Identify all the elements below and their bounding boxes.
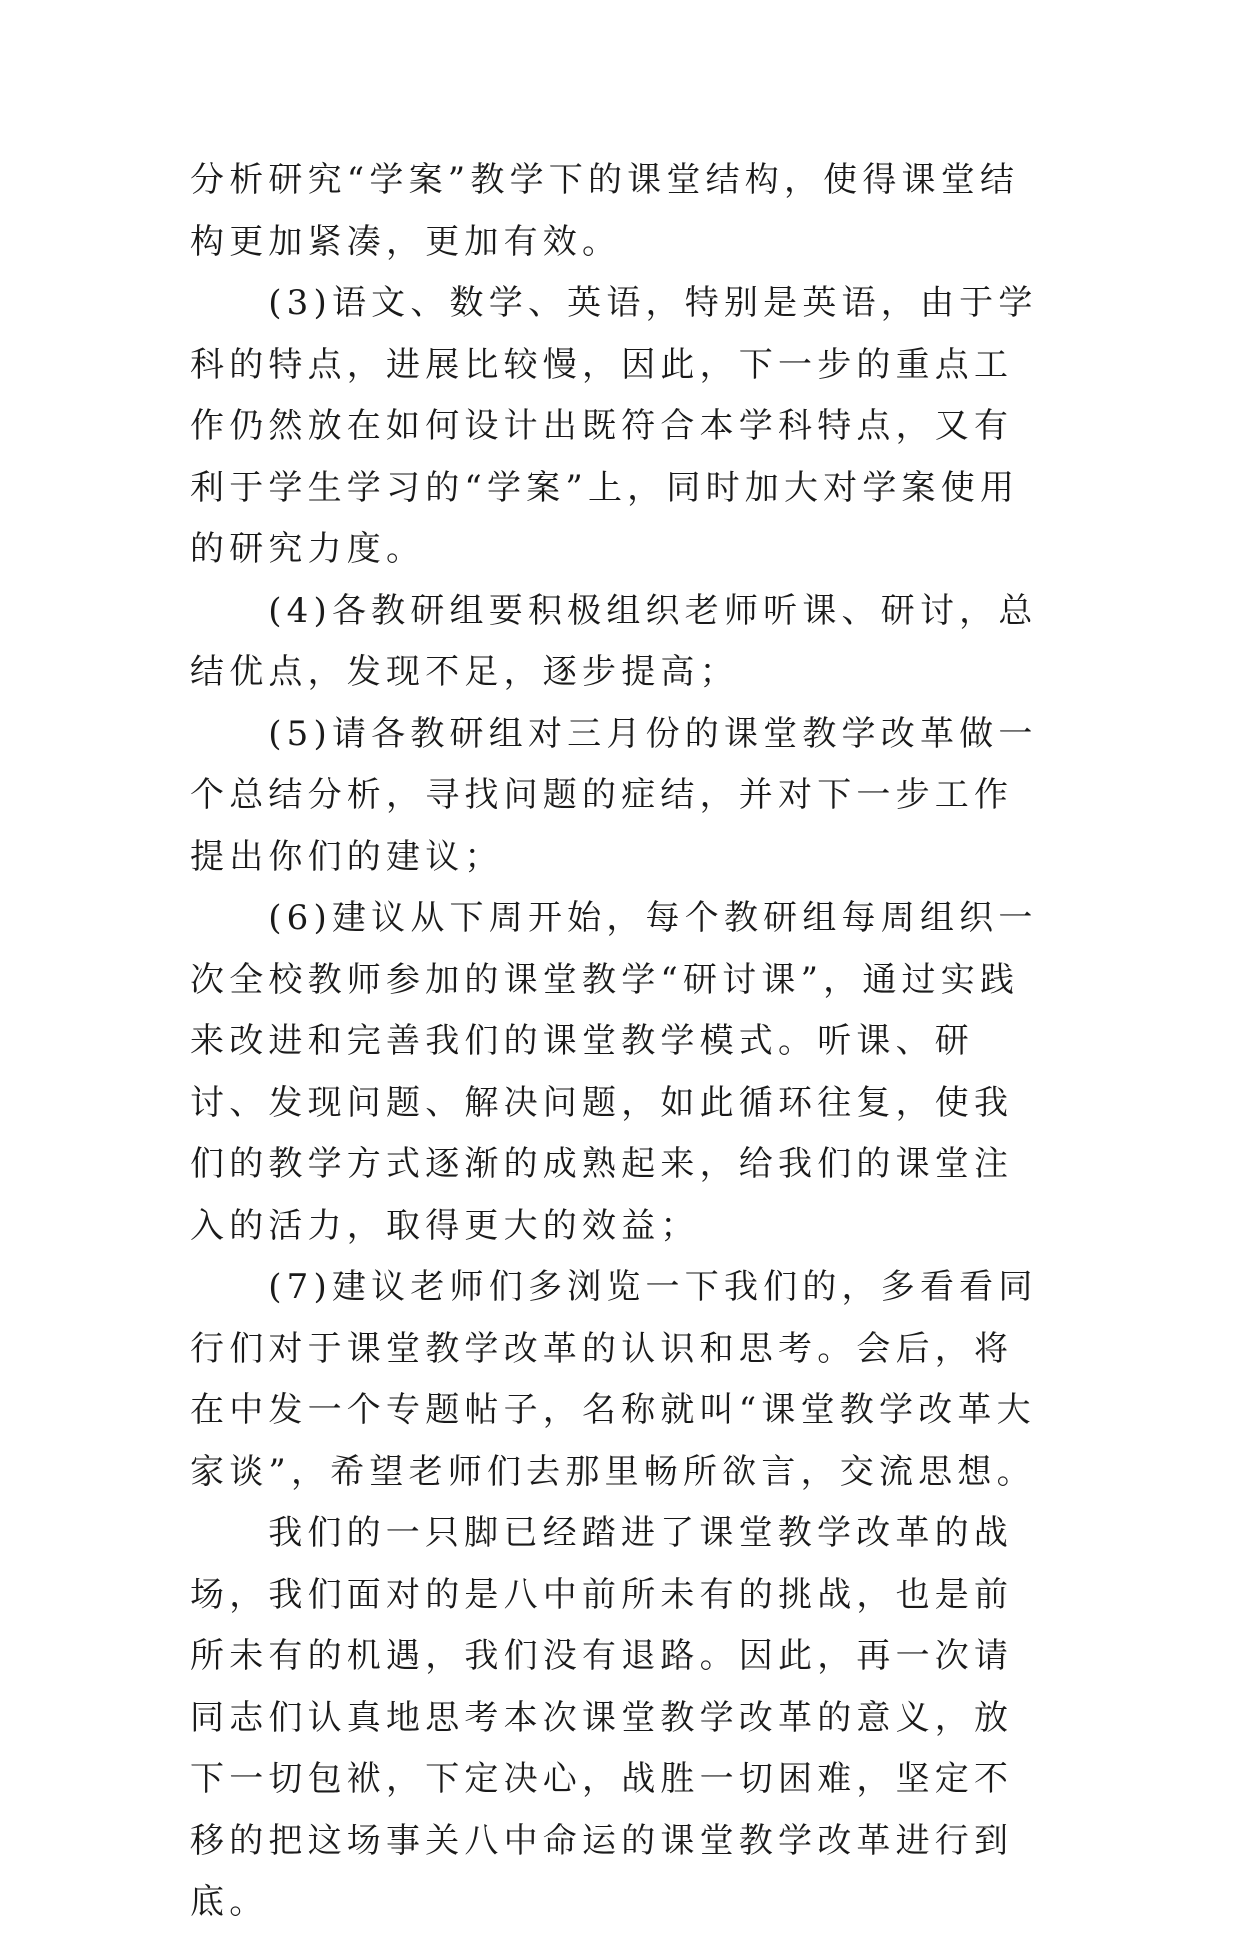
paragraph-item-3: (3)语文、数学、英语，特别是英语，由于学科的特点，进展比较慢，因此，下一步的重点工作仍然放在如何设计出既符合本学科特点，又有利于学生学习的“学案”上，同时加大对学案使用的研究力度。 [190, 283, 1038, 569]
paragraph-item-5: (5)请各教研组对三月份的课堂教学改革做一个总结分析，寻找问题的症结，并对下一步工作提出你们的建议； [190, 713, 1038, 877]
paragraph-item-7: (7)建议老师们多浏览一下我们的，多看看同行们对于课堂教学改革的认识和思考。会后，将在中发一个专题帖子，名称就叫“课堂教学改革大家谈”，希望老师们去那里畅所欲言，交流思想。 [190, 1267, 1038, 1492]
paragraph-item-6: (6)建议从下周开始，每个教研组每周组织一次全校教师参加的课堂教学“研讨课”，通过实践来改进和完善我们的课堂教学模式。听课、研讨、发现问题、解决问题，如此循环往复，使我们的教学方式逐渐的成熟起来，给我们的课堂注入的活力，取得更大的效益； [190, 898, 1038, 1246]
paragraph-conclusion: 我们的一只脚已经踏进了课堂教学改革的战场，我们面对的是八中前所未有的挑战，也是前所未有的机遇，我们没有退路。因此，再一次请同志们认真地思考本次课堂教学改革的意义，放下一切包袱，下定决心，战胜一切困难，坚定不移的把这场事关八中命运的课堂教学改革进行到底。 [190, 1513, 1014, 1922]
paragraph-item-4: (4)各教研组要积极组织老师听课、研讨，总结优点，发现不足，逐步提高； [190, 590, 1038, 692]
paragraph-continuation: 分析研究“学案”教学下的课堂结构，使得课堂结构更加紧凑，更加有效。 [190, 160, 1020, 262]
document-body [190, 150, 1050, 1934]
